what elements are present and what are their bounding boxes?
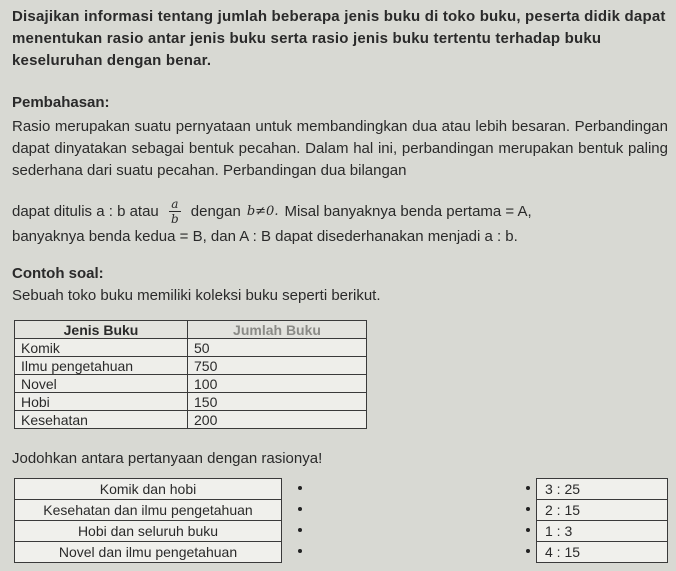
table-cell: Komik	[15, 339, 188, 357]
formula-suffix: Misal banyaknya benda pertama = A,	[284, 202, 532, 220]
matching-right-dot[interactable]	[526, 549, 530, 553]
table-cell: Ilmu pengetahuan	[15, 357, 188, 375]
table-cell: 50	[188, 339, 367, 357]
table-row	[15, 339, 367, 357]
pembahasan-line5: banyaknya benda kedua = B, dan A : B dapat disederhanakan menjadi a : b.	[12, 228, 518, 245]
matching-left-item[interactable]: Kesehatan dan ilmu pengetahuan	[15, 500, 281, 521]
book-table	[14, 320, 367, 429]
table-row	[15, 393, 367, 411]
table-cell: Novel	[15, 375, 188, 393]
table-header-row	[15, 321, 367, 339]
matching-right-item[interactable]: 2 : 15	[537, 500, 667, 521]
matching-left-item[interactable]: Komik dan hobi	[15, 479, 281, 500]
pembahasan-text: Rasio merupakan suatu pernyataan untuk membandingkan dua atau lebih besaran. Perbandingan dapat dinyatakan sebagai bentuk pecahan. Dalam hal ini, perbandingan merupakan bentuk paling sederhana dari suatu pecahan. Perbandingan dua bilangan	[12, 118, 668, 179]
fraction-a-over-b	[169, 198, 181, 225]
formula-mid: dengan	[190, 202, 241, 220]
matching-right-item[interactable]: 3 : 25	[537, 479, 667, 500]
contoh-text: Sebuah toko buku memiliki koleksi buku seperti berikut.	[12, 287, 381, 304]
table-cell: Hobi	[15, 393, 188, 411]
matching-left-item[interactable]: Novel dan ilmu pengetahuan	[58, 544, 238, 560]
matching-left-dot[interactable]	[298, 486, 302, 490]
matching-right-item[interactable]: 4 : 15	[545, 544, 581, 560]
table-row	[15, 357, 367, 375]
table-cell: 150	[188, 393, 367, 411]
matching-right-dot[interactable]	[526, 486, 530, 490]
fraction-denominator: b	[170, 212, 179, 226]
intro-text: Disajikan informasi tentang jumlah beberapa jenis buku di toko buku, peserta didik dapat menentukan rasio antar jenis buku serta rasio jenis buku tertentu terhadap buku keseluruhan dengan benar.	[12, 8, 666, 69]
table-header-cell: Jumlah Buku	[188, 321, 367, 339]
table-cell: 200	[188, 411, 367, 429]
matching-right-dot[interactable]	[526, 528, 530, 532]
matching-left-list	[14, 478, 282, 563]
formula-condition: b≠0.	[246, 203, 279, 219]
matching-left-dot[interactable]	[298, 507, 302, 511]
matching-left-item[interactable]: Hobi dan seluruh buku	[15, 521, 281, 542]
fraction-numerator: a	[171, 197, 179, 211]
table-cell: 100	[188, 375, 367, 393]
pembahasan-heading: Pembahasan:	[12, 94, 110, 111]
formula-line	[12, 198, 668, 225]
matching-right-list	[536, 478, 668, 563]
matching-left-dot[interactable]	[298, 528, 302, 532]
table-row	[15, 411, 367, 429]
contoh-heading: Contoh soal:	[12, 265, 104, 282]
matching-right-dot[interactable]	[526, 507, 530, 511]
table-row	[15, 375, 367, 393]
question-text: Jodohkan antara pertanyaan dengan rasionya!	[12, 450, 323, 467]
matching-right-item[interactable]: 1 : 3	[537, 521, 667, 542]
matching-left-dot[interactable]	[298, 549, 302, 553]
formula-prefix: dapat ditulis a : b atau	[12, 202, 159, 220]
table-header-cell: Jenis Buku	[15, 321, 188, 339]
table-cell: 750	[188, 357, 367, 375]
table-cell: Kesehatan	[15, 411, 188, 429]
